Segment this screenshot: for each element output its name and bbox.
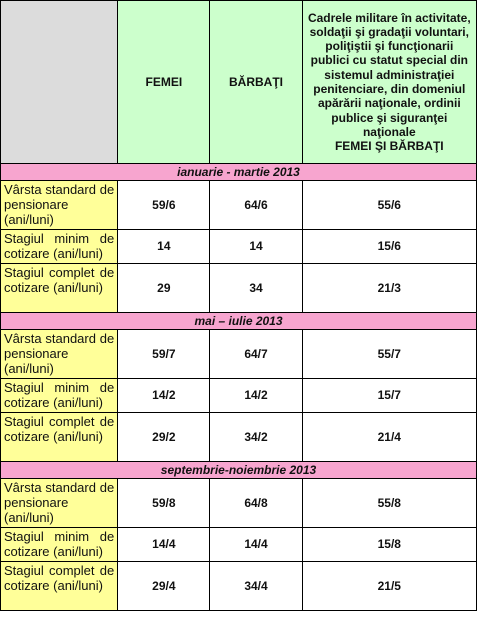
period-row (1, 164, 477, 181)
value-men: 14/2 (210, 379, 302, 413)
value-special: 21/5 (302, 562, 476, 611)
value-men: 64/7 (210, 330, 302, 379)
table-row (1, 528, 477, 562)
row-label: Stagiul minim de cotizare (ani/luni) (1, 379, 118, 413)
table-row (1, 379, 477, 413)
value-men: 34 (210, 264, 302, 313)
header-women: FEMEI (118, 1, 210, 164)
value-special: 55/8 (302, 479, 476, 528)
value-men: 14 (210, 230, 302, 264)
row-label: Stagiul complet de cotizare (ani/luni) (1, 413, 118, 462)
value-men: 34/2 (210, 413, 302, 462)
value-women: 14/2 (118, 379, 210, 413)
table-row (1, 181, 477, 230)
table-row (1, 330, 477, 379)
value-special: 55/6 (302, 181, 476, 230)
row-label: Vârsta standard de pensionare (ani/luni) (1, 181, 118, 230)
value-special: 21/3 (302, 264, 476, 313)
value-special: 55/7 (302, 330, 476, 379)
value-women: 14 (118, 230, 210, 264)
period-title: septembrie-noiembrie 2013 (1, 462, 477, 479)
value-women: 59/7 (118, 330, 210, 379)
value-women: 29 (118, 264, 210, 313)
row-label: Vârsta standard de pensionare (ani/luni) (1, 479, 118, 528)
value-special: 15/6 (302, 230, 476, 264)
value-men: 64/8 (210, 479, 302, 528)
period-row (1, 462, 477, 479)
row-label: Vârsta standard de pensionare (ani/luni) (1, 330, 118, 379)
row-label: Stagiul complet de cotizare (ani/luni) (1, 562, 118, 611)
value-women: 59/6 (118, 181, 210, 230)
header-special-caps: FEMEI ŞI BĂRBAŢI (334, 139, 444, 154)
value-women: 29/2 (118, 413, 210, 462)
period-title: ianuarie - martie 2013 (1, 164, 477, 181)
value-men: 34/4 (210, 562, 302, 611)
period-title: mai – iulie 2013 (1, 313, 477, 330)
row-label: Stagiul minim de cotizare (ani/luni) (1, 230, 118, 264)
value-special: 21/4 (302, 413, 476, 462)
header-row (1, 1, 477, 164)
header-men: BĂRBAŢI (210, 1, 302, 164)
header-corner-cell (1, 1, 118, 164)
header-special-categories (302, 1, 476, 164)
table-row (1, 230, 477, 264)
value-women: 14/4 (118, 528, 210, 562)
value-men: 64/6 (210, 181, 302, 230)
table-row (1, 479, 477, 528)
value-women: 29/4 (118, 562, 210, 611)
period-row (1, 313, 477, 330)
table-row (1, 264, 477, 313)
value-special: 15/8 (302, 528, 476, 562)
value-men: 14/4 (210, 528, 302, 562)
value-special: 15/7 (302, 379, 476, 413)
value-women: 59/8 (118, 479, 210, 528)
table-row (1, 562, 477, 611)
row-label: Stagiul minim de cotizare (ani/luni) (1, 528, 118, 562)
row-label: Stagiul complet de cotizare (ani/luni) (1, 264, 118, 313)
table-row (1, 413, 477, 462)
header-special-text: Cadrele militare în activitate, soldaţii şi gradaţii voluntari, poliţiştii şi funcţionarii publici cu statut special din sistemul administraţiei penitenciare, din domeniul apărării naţionale, ordinii publice şi siguranţei naţionale (307, 10, 471, 139)
